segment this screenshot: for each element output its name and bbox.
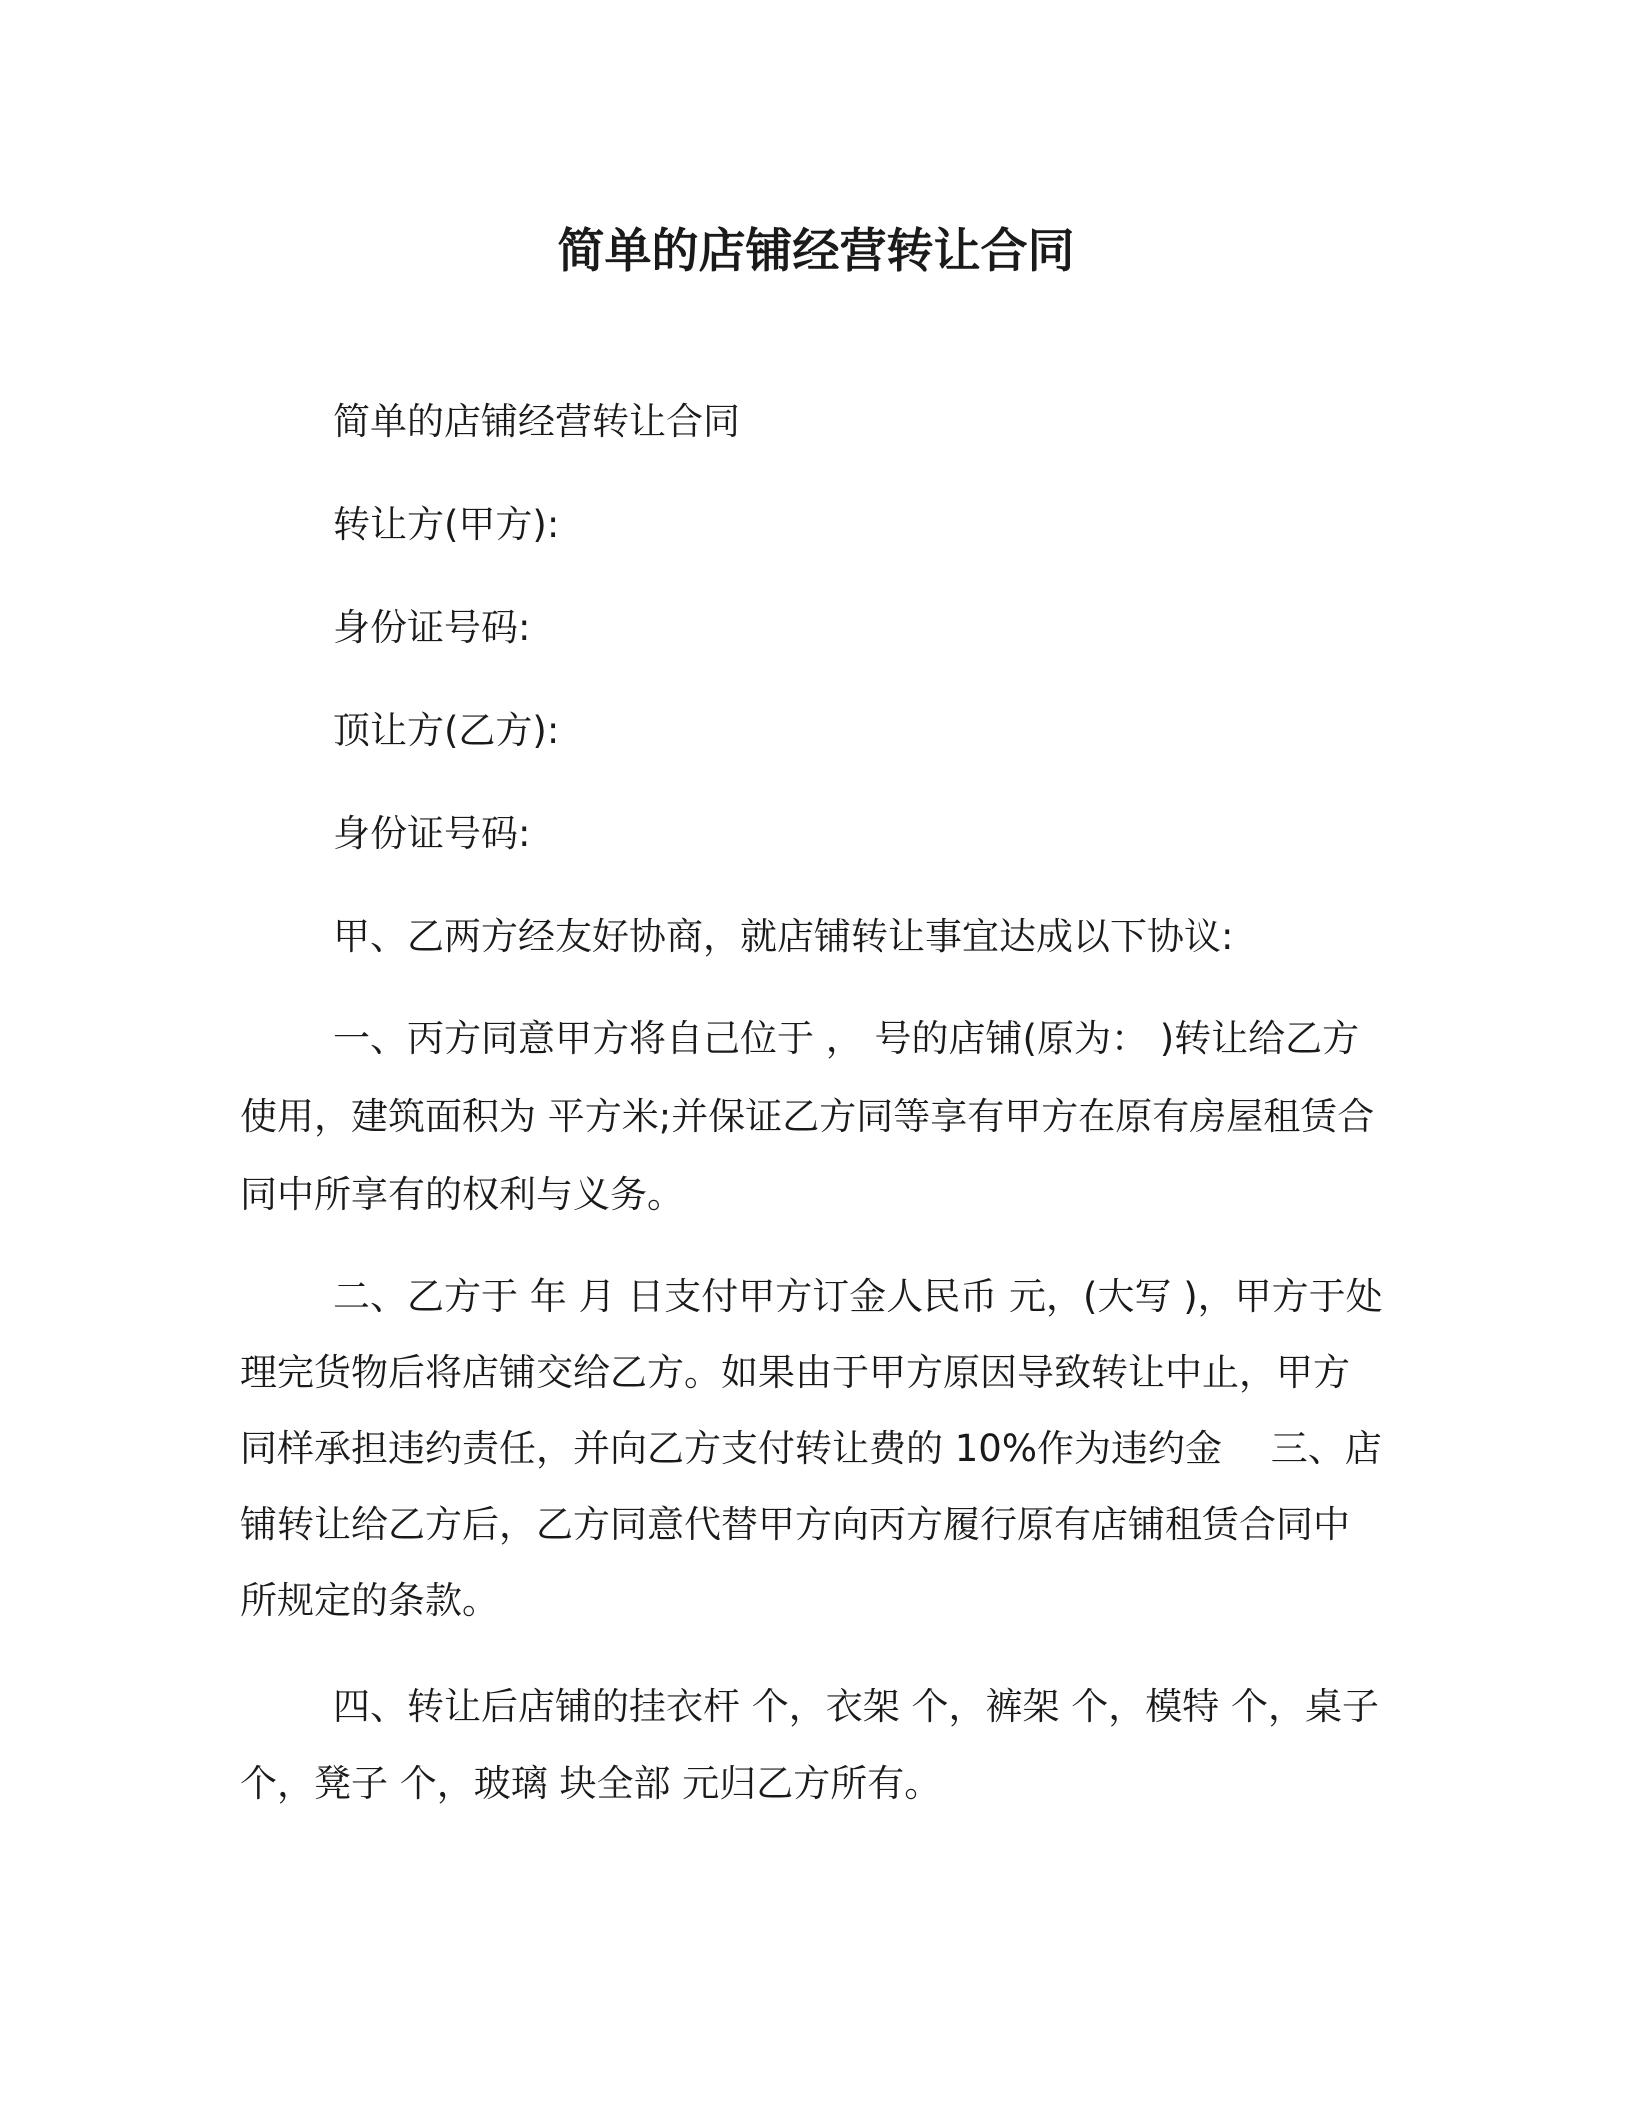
- transferor-id-field: 身份证号码:: [333, 606, 531, 649]
- agreement-intro: 甲、乙两方经友好协商，就店铺转让事宜达成以下协议:: [333, 915, 1234, 958]
- clause-4-line: 四、转让后店铺的挂衣杆 个，衣架 个，裤架 个，模特 个，桌子: [333, 1685, 1380, 1728]
- clause-1-line: 同中所享有的权利与义务。: [240, 1173, 684, 1216]
- clause-2-line: 二、乙方于 年 月 日支付甲方订金人民币 元，(大写 )，甲方于处: [333, 1275, 1383, 1318]
- clause-2-line: 理完货物后将店铺交给乙方。如果由于甲方原因导致转让中止，甲方: [240, 1351, 1350, 1394]
- clause-1: [240, 1014, 1396, 1220]
- clause-2-3: [240, 1272, 1396, 1626]
- clause-4: [240, 1682, 1396, 1809]
- transferee-id-field: 身份证号码:: [333, 812, 531, 855]
- clause-1-line: 一、丙方同意甲方将自己位于 ， 号的店铺(原为： )转让给乙方: [333, 1017, 1360, 1060]
- clause-2-line: 铺转让给乙方后，乙方同意代替甲方向丙方履行原有店铺租赁合同中: [240, 1503, 1350, 1546]
- transferee-field: 顶让方(乙方):: [333, 709, 560, 752]
- clause-1-line: 使用，建筑面积为 平方米;并保证乙方同等享有甲方在原有房屋租赁合: [240, 1095, 1375, 1138]
- clause-2-line: 同样承担违约责任，并向乙方支付转让费的 10%作为违约金 三、店: [240, 1427, 1382, 1470]
- document-title: 简单的店铺经营转让合同: [557, 224, 1075, 279]
- clause-4-line: 个，凳子 个，玻璃 块全部 元归乙方所有。: [240, 1762, 942, 1805]
- clause-2-line: 所规定的条款。: [240, 1579, 499, 1622]
- transferor-field: 转让方(甲方):: [333, 503, 560, 546]
- document-subtitle: 简单的店铺经营转让合同: [333, 400, 740, 443]
